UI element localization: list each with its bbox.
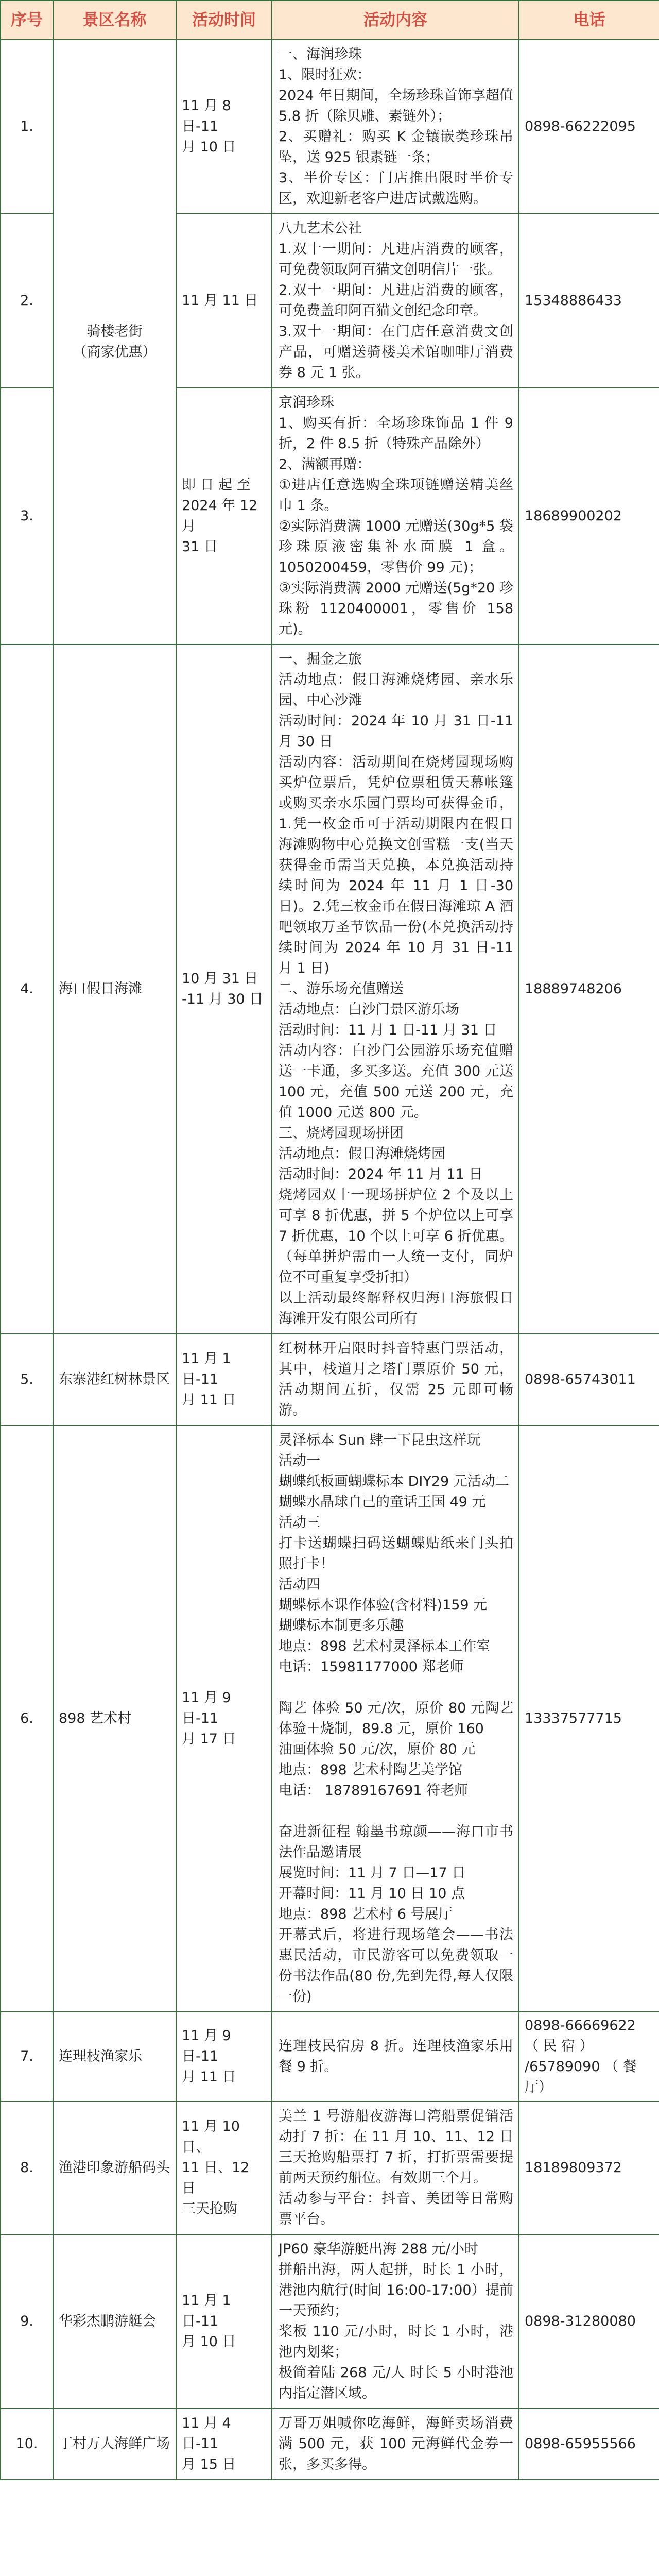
table-row [1, 40, 659, 214]
row-number: 8. [1, 2102, 53, 2234]
row-number: 9. [1, 2234, 53, 2409]
header-phone: 电话 [519, 1, 659, 40]
content-line: 一、海润珍珠 [279, 46, 362, 62]
content-line: JP60 豪华游艇出海 288 元/小时 [279, 2241, 478, 2257]
content-line: 1、购买有折：全场珍珠饰品 1 件 9 折，2 件 8.5 折（特殊产品除外） [279, 415, 513, 452]
phone-number [519, 214, 659, 388]
phone-number [519, 2102, 659, 2234]
content-line: 蝴蝶纸板画蝴蝶标本 DIY29 元活动二 [279, 1473, 509, 1489]
content-line: 活动一 [279, 1453, 320, 1469]
venue-name: 渔港印象游船码头 [53, 2102, 176, 2234]
content-line: ②实际消费满 1000 元赠送(30g*5 袋珍珠原液密集补水面膜 1 盒。1050200459，零售价 99 元)； [279, 518, 513, 575]
content-line: 连理枝民宿房 8 折。连理枝渔家乐用餐 9 折。 [279, 2038, 513, 2075]
content-line: 活动三 [279, 1515, 320, 1531]
content-line: 活动参与平台：抖音、美团等日常购票平台。 [279, 2191, 513, 2227]
activity-content [272, 2102, 519, 2234]
row-number: 3. [1, 388, 53, 645]
content-line: 2、满额再赠： [279, 456, 371, 472]
content-line: 美兰 1 号游船夜游海口湾船票促销活动打 7 折：在 11 月 10、11、12 日三天抢购船票打 7 折，打折票需要提前两天预约船位。有效期三个月。 [279, 2108, 513, 2186]
content-line: 地点：898 艺术村 6 号展厅 [279, 1906, 453, 1922]
phone-number [519, 2012, 659, 2102]
table-row [1, 2012, 659, 2102]
content-line: 活动地点：假日海滩烧烤园 [279, 1146, 445, 1162]
content-line: 3、半价专区：门店推出限时半价专区，欢迎新老客户进店试戴选购。 [279, 170, 513, 207]
activity-time: 11 月 9 日-11 月 11 日 [176, 2012, 272, 2102]
content-line: 奋进新征程 翰墨书琼颜——海口市书法作品邀请展 [279, 1824, 513, 1860]
content-line: 电话： 18789167691 符老师 [279, 1783, 469, 1799]
phone-number [519, 40, 659, 214]
row-number: 1. [1, 40, 53, 214]
header-no: 序号 [1, 1, 53, 40]
content-line: 活动时间：2024 年 10 月 31 日-11 月 30 日 [279, 713, 513, 750]
phone-line: 0898-65955566 [525, 2436, 636, 2452]
content-line: 拼船出海，两人起拼，时长 1 小时，港池内航行(时间 16:00-17:00）提前一天预约； [279, 2262, 513, 2319]
header-time: 活动时间 [176, 1, 272, 40]
venue-name: 连理枝渔家乐 [53, 2012, 176, 2102]
content-line: 红树林开启限时抖音特惠门票活动，其中，栈道月之塔门票原价 50 元，活动期间五折，仅需 25 元即可畅游。 [279, 1341, 513, 1418]
content-line: 活动地点：假日海滩烧烤园、亲水乐园、中心沙滩 [279, 672, 513, 708]
content-line: 八九艺术公社 [279, 221, 362, 236]
content-line: 二、游乐场充值赠送 [279, 981, 404, 997]
content-line: 桨板 110 元/小时，时长 1 小时，港池内划桨； [279, 2324, 513, 2360]
phone-line: 18189809372 [525, 2160, 622, 2176]
venue-name: 华彩杰鹏游艇会 [53, 2234, 176, 2409]
content-line: 2.双十一期间：凡进店消费的顾客，可免费盖印阿百猫文创纪念印章。 [279, 282, 513, 319]
content-line: 万哥万姐喊你吃海鲜，海鲜卖场消费满 500 元，获 100 元海鲜代金券一张，多买多得。 [279, 2415, 513, 2472]
activity-content [272, 214, 519, 388]
row-number: 10. [1, 2409, 53, 2480]
activity-time: 11 月 1 日-11 月 10 日 [176, 2234, 272, 2409]
content-line: 地点：898 艺术村陶艺美学馆 [279, 1762, 463, 1778]
row-number: 6. [1, 1426, 53, 2012]
content-line: 蝴蝶标本制更多乐趣 [279, 1618, 404, 1634]
content-line: 电话：15981177000 郑老师 [279, 1659, 464, 1675]
phone-line: 0898-66222095 [525, 118, 636, 134]
phone-line: 15348886433 [525, 293, 622, 309]
activity-time: 10 月 31 日 -11 月 30 日 [176, 645, 272, 1334]
row-number: 5. [1, 1334, 53, 1426]
phone-number [519, 645, 659, 1334]
content-line: ③实际消费满 2000 元赠送(5g*20 珍珠粉 1120400001，零售价 158 元)。 [279, 580, 513, 637]
activity-time: 11 月 8 日-11 月 10 日 [176, 40, 272, 214]
phone-number [519, 2409, 659, 2480]
table-row [1, 645, 659, 1334]
table-header-row [1, 1, 659, 40]
activity-content [272, 645, 519, 1334]
activity-content [272, 2234, 519, 2409]
activity-content [272, 40, 519, 214]
activity-content [272, 2012, 519, 2102]
content-spacer [279, 1801, 513, 1822]
activity-time: 即 日 起 至 2024 年 12 月 31 日 [176, 388, 272, 645]
phone-line: 18689900202 [525, 508, 622, 524]
content-line: 活动四 [279, 1577, 320, 1592]
phone-number [519, 2234, 659, 2409]
table-row [1, 2102, 659, 2234]
content-line: ①进店任意选购全珠项链赠送精美丝巾 1 条。 [279, 477, 513, 514]
content-line: 3.双十一期间：在门店任意消费文创产品，可赠送骑楼美术馆咖啡厅消费券 8 元 1 张。 [279, 324, 513, 381]
header-content: 活动内容 [272, 1, 519, 40]
row-number: 7. [1, 2012, 53, 2102]
content-line: 1.双十一期间：凡进店消费的顾客，可免费领取阿百猫文创明信片一张。 [279, 241, 513, 278]
phone-line: （ 民 宿 ） [525, 2038, 594, 2054]
content-line: 烧烤园双十一现场拼炉位 2 个及以上可享 8 折优惠，拼 5 个炉位以上可享 7 折优惠，10 个以上可享 6 折优惠。（每单拼炉需由一人统一支付，同炉位不可重复享受折扣） [279, 1187, 513, 1285]
content-line: 蝴蝶水晶球自己的童话王国 49 元 [279, 1494, 486, 1510]
phone-number [519, 388, 659, 645]
phone-line: 0898-31280080 [525, 2313, 636, 2329]
content-line: 打卡送蝴蝶扫码送蝴蝶贴纸来门头拍照打卡！ [279, 1535, 513, 1572]
content-line: 2024 年日期间，全场珍珠首饰享超值 5.8 折（除贝雕、素链外）； [279, 88, 513, 124]
content-line: 开幕时间：11 月 10 日 10 点 [279, 1886, 465, 1902]
content-line: 地点：898 艺术村灵泽标本工作室 [279, 1638, 491, 1654]
content-line: 开幕式后，将进行现场笔会——书法惠民活动，市民游客可以免费领取一份书法作品(80 份,先到先得,每人仅限一份) [279, 1927, 513, 2005]
venue-name: 海口假日海滩 [53, 645, 176, 1334]
phone-line: /65789090 （ 餐厅） [525, 2059, 637, 2095]
header-name: 景区名称 [53, 1, 176, 40]
activity-time: 11 月 10 日、 11 日、12 日 三天抢购 [176, 2102, 272, 2234]
venue-name: 丁村万人海鲜广场 [53, 2409, 176, 2480]
table-row [1, 2409, 659, 2480]
row-number: 2. [1, 214, 53, 388]
content-line: 展览时间：11 月 7 日—17 日 [279, 1865, 466, 1881]
venue-name: 骑楼老街 （商家优惠） [53, 40, 176, 645]
phone-number [519, 1334, 659, 1426]
content-line: 1、限时狂欢： [279, 67, 371, 83]
phone-line: 18889748206 [525, 981, 622, 997]
activity-time: 11 月 11 日 [176, 214, 272, 388]
phone-line: 13337577715 [525, 1710, 622, 1726]
activity-content [272, 1426, 519, 2012]
content-line: 蝴蝶标本课作体验(含材料)159 元 [279, 1597, 488, 1613]
phone-number [519, 1426, 659, 2012]
table-body [1, 40, 659, 2480]
phone-line: 0898-66669622 [525, 2018, 636, 2033]
venue-name: 898 艺术村 [53, 1426, 176, 2012]
content-line: 极简着陆 268 元/人 时长 5 小时港池内指定潜区域。 [279, 2365, 513, 2401]
content-line: 三、烧烤园现场拼团 [279, 1125, 404, 1141]
activity-time: 11 月 9 日-11 月 17 日 [176, 1426, 272, 2012]
content-line: 活动内容：活动期间在烧烤园现场购买炉位票后，凭炉位票租赁天幕帐篷或购买亲水乐园门票均可获得金币，1.凭一枚金币可于活动期限内在假日海滩购物中心兑换文创雪糕一支(当天获得金币需当天兑换，本兑换活动持续时间为 2024 年 11 月 1 日-30 日)。2.凭三枚金币在假日海滩琼 A 酒吧领取万圣节饮品一份(本兑换活动持续时间为 2024 年 10 月 31 日-11 月 1 日) [279, 754, 513, 976]
content-line: 一、掘金之旅 [279, 651, 362, 667]
content-line: 活动地点：白沙门景区游乐场 [279, 1002, 459, 1018]
content-line: 京润珍珠 [279, 395, 334, 411]
activity-time: 11 月 1 日-11 月 11 日 [176, 1334, 272, 1426]
content-line: 油画体验 50 元/次，原价 80 元 [279, 1741, 476, 1757]
row-number: 4. [1, 645, 53, 1334]
activity-time: 11 月 4 日-11 月 15 日 [176, 2409, 272, 2480]
content-line: 以上活动最终解释权归海口海旅假日海滩开发有限公司所有 [279, 1290, 513, 1327]
content-line: 灵泽标本 Sun 肆一下昆虫这样玩 [279, 1432, 481, 1448]
table-row [1, 1334, 659, 1426]
table-row [1, 2234, 659, 2409]
activity-content [272, 388, 519, 645]
content-spacer [279, 1677, 513, 1698]
content-line: 陶艺 体验 50 元/次，原价 80 元陶艺体验＋烧制，89.8 元，原价 160 [279, 1700, 513, 1737]
venue-name: 东寨港红树林景区 [53, 1334, 176, 1426]
activity-content [272, 2409, 519, 2480]
content-line: 活动时间：2024 年 11 月 11 日 [279, 1166, 483, 1182]
table-row [1, 1426, 659, 2012]
activity-content [272, 1334, 519, 1426]
content-line: 2、买赠礼：购买 K 金镶嵌类珍珠吊坠，送 925 银素链一条； [279, 129, 513, 165]
content-line: 活动内容：白沙门公园游乐场充值赠送一卡通，多买多送。充值 300 元送 100 元，充值 500 元送 200 元，充值 1000 元送 800 元。 [279, 1043, 513, 1121]
content-line: 活动时间：11 月 1 日-11 月 31 日 [279, 1022, 497, 1038]
phone-line: 0898-65743011 [525, 1371, 636, 1387]
